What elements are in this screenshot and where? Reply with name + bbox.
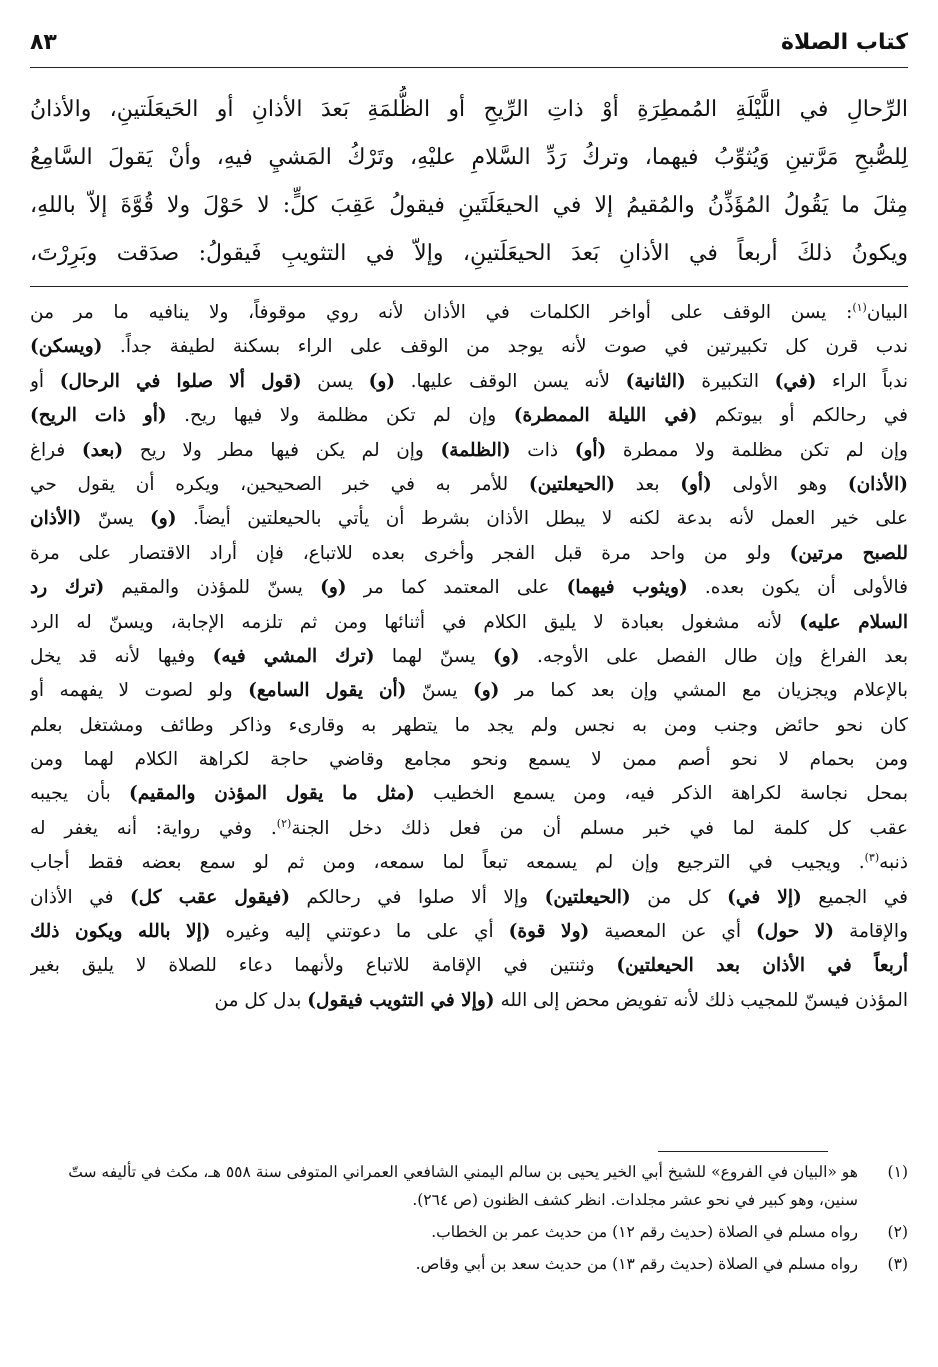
quoted-text: (إلا بالله ويكون ذلك: [30, 921, 211, 943]
quoted-text: (أو ذات الريح): [30, 405, 167, 427]
commentary-text: ندباً الراء: [816, 370, 908, 392]
footnote-number: (١): [887, 1163, 908, 1181]
quoted-text: (ترك رد: [30, 577, 105, 599]
quoted-text: (فيقول عقب كل): [130, 886, 290, 908]
quoted-text: (إلا في): [727, 886, 802, 908]
quoted-text: للصبح مرتين): [789, 542, 908, 564]
commentary-text: وإن لم يكن فيها مطر ولا ريح: [123, 439, 441, 461]
footnote-ref[interactable]: (٢): [276, 816, 292, 830]
commentary-line: [30, 468, 908, 502]
quoted-text: (ولا قوة): [508, 921, 590, 943]
quoted-text: (أن يقول السامع): [248, 680, 407, 702]
main-text-line: الرِّحالِ في اللَّيْلَةِ المُمطِرَةِ أوْ ذاتِ الرِّيحِ أو الظُّلمَةِ بَعدَ الأذانِ أو الحَيعَلَتينِ، والأذانُ: [30, 97, 908, 122]
commentary-text: يسن: [301, 370, 369, 392]
commentary-line: [30, 881, 908, 915]
commentary-text: وفيها لأنه قد يخل: [30, 645, 213, 667]
commentary-text: بعد: [615, 473, 681, 495]
commentary-line: [30, 640, 908, 674]
footnote-text: رواه مسلم في الصلاة (حديث رقم ١٢) من حديث عمر بن الخطاب.: [431, 1223, 858, 1241]
main-text: [30, 86, 908, 282]
commentary-line: [30, 434, 908, 468]
quoted-text: (مثل ما يقول المؤذن والمقيم): [129, 783, 415, 805]
commentary-text: كل من: [630, 886, 728, 908]
commentary-text: عقب كل كلمة لما في خبر مسلم أن من فعل ذلك دخل الجنة: [291, 817, 908, 839]
footnote-text: رواه مسلم في الصلاة (حديث رقم ١٣) من حديث سعد بن أبي وقاص.: [415, 1255, 858, 1273]
commentary-text: ندب قرن كل تكبيرتين في صوت لأنه يوجد من الوقف على الراء بسكنة لطيفة جداً.: [102, 336, 908, 358]
page-number: ٨٣: [30, 29, 57, 55]
commentary-line: [30, 571, 908, 605]
commentary-line: [30, 399, 908, 433]
quoted-text: (و): [150, 508, 177, 530]
quoted-text: (و): [320, 577, 347, 599]
commentary-text: ومن بحمام لا نحو أصم ممن لا يسمع ونحو مجامع وقاضي حاجة لكراهة الكلام لهما ومن: [30, 749, 908, 771]
commentary-text: . ويجيب في الترجيع وإن لم يسمعه تبعاً لما سمعه، ومن ثم لو سمع بعضه فقط أجاب: [30, 852, 865, 874]
commentary-text: يسنّ لهما: [374, 645, 494, 667]
header-rule: [30, 67, 908, 68]
commentary-text: ولو لصوت لا يفهمه أو: [30, 680, 249, 702]
commentary-text: . وفي رواية: أنه يغفر له: [30, 817, 277, 839]
quoted-text: (الحيعلتين): [544, 886, 631, 908]
footnote-text: هو «البيان في الفروع» للشيخ أبي الخير يحيى بن سالم اليمني الشافعي العمراني المتوفى سنة ٥٥٨ هـ، مكث في تأليفه ستّ سنين، وهو كبير في نحو عشر مجلدات. انظر كشف الظنون (ص ٢٦٤).: [68, 1163, 858, 1209]
quoted-text: السلام عليه): [799, 611, 908, 633]
commentary-line: [30, 606, 908, 640]
commentary-text: وثنتين في الإقامة للاتباع ولأنهما دعاء للصلاة لا يليق بغير: [30, 955, 617, 977]
footnote-divider: [658, 1151, 828, 1152]
commentary-text: : يسن الوقف على أواخر الكلمات في الأذان لأنه روي موقوفاً، ولا ينافيه ما مر من: [30, 302, 853, 323]
quoted-text: (ويثوب فيهما): [566, 577, 688, 599]
chapter-title: كتاب الصلاة: [781, 29, 908, 55]
footnote-number: (٣): [887, 1255, 908, 1273]
commentary-text: على خير العمل لأنه بدعة لكنه لا يبطل الأذان بشرط أن يأتي بالحيعلتين أيضاً.: [176, 508, 908, 530]
commentary-text: ذات: [510, 439, 575, 461]
commentary-text: أي عن المعصية: [589, 921, 756, 943]
footnotes: [30, 1158, 908, 1282]
commentary-text: وهو الأولى: [711, 473, 848, 495]
commentary-text: وإن لم تكن مظلمة ولا فيها ريح.: [166, 405, 514, 427]
commentary-line: [30, 330, 908, 364]
commentary-text: على المعتمد كما مر: [346, 577, 567, 599]
footnote: [30, 1158, 908, 1214]
commentary-text: للأمر به في خبر الصحيحين، ويكره أن يقول حي: [30, 473, 529, 495]
quoted-text: (أو): [574, 439, 607, 461]
commentary-line: [30, 709, 908, 743]
commentary-text: بدل كل من: [214, 989, 308, 1011]
main-text-line: لِلصُّبحِ مَرَّتينِ وَيُثوِّبُ فيهما، وتركُ رَدِّ السَّلامِ عليْهِ، وتَرْكُ المَشيِ فيهِ، وأنْ يَقولَ السَّامِعُ: [30, 145, 908, 170]
commentary-line: [30, 812, 908, 846]
commentary-text: المؤذن فيسنّ للمجيب ذلك لأنه تفويض محض إلى الله: [494, 989, 908, 1011]
main-text-line: مِثلَ ما يَقُولُ المُؤَذِّنُ والمُقيمُ إلا في الحيعَلَتَينِ فيقولُ عَقِبَ كلٍّ: لا حَوْلَ ولا قُوَّةَ إلاّ باللهِ،: [30, 193, 908, 218]
quoted-text: (الظلمة): [440, 439, 511, 461]
quoted-text: (ويسكن): [30, 336, 103, 358]
commentary-line: [30, 915, 908, 949]
commentary-text: كان نحو حائض وجنب ومن به نجس ولم يجد ما يتطهر به وقارىء وذاكر وطائف ومشتغل بعلم: [30, 714, 908, 736]
quoted-text: (الحيعلتين): [528, 473, 615, 495]
page-header: [30, 22, 908, 62]
commentary-text: في الأذان: [30, 886, 131, 908]
commentary-text: البيان: [866, 302, 908, 323]
quoted-text: أربعاً في الأذان بعد الحيعلتين): [616, 955, 908, 977]
commentary-line: [30, 674, 908, 708]
quoted-text: (و): [472, 680, 500, 702]
quoted-text: (و): [493, 645, 520, 667]
commentary-text: يسنّ: [81, 508, 151, 530]
footnote-ref[interactable]: (١): [852, 300, 867, 314]
commentary-text: بالإعلام ويجزيان مع المشي وإن بعد كما مر: [499, 680, 908, 702]
quoted-text: (قول ألا صلوا في الرحال): [59, 370, 302, 392]
commentary-text: يسنّ للمؤذن والمقيم: [104, 577, 321, 599]
quoted-text: (الأذان): [847, 473, 908, 495]
commentary-text: بأن يجيبه: [30, 783, 130, 805]
footnote: [30, 1250, 908, 1278]
quoted-text: (وإلا في التثويب فيقول): [307, 989, 495, 1011]
commentary-text: أو: [30, 370, 60, 392]
quoted-text: (بعد): [81, 439, 124, 461]
commentary-text: والإقامة: [834, 921, 908, 943]
quoted-text: (الثانية): [625, 370, 686, 392]
footnote-ref[interactable]: (٣): [864, 851, 880, 865]
commentary-line: [30, 846, 908, 880]
commentary-text: التكبيرة: [685, 370, 775, 392]
commentary-text: وإلا ألا صلوا في رحالكم: [289, 886, 545, 908]
commentary-text: لأنه مشغول بعبادة لا يليق الكلام في أثنائها ومن ثم تلزمه الإجابة، ويسنّ له الرد: [30, 611, 800, 633]
quoted-text: (في الليلة الممطرة): [513, 405, 698, 427]
commentary-line: [30, 502, 908, 536]
commentary-text: ولو من واحد مرة قبل الفجر وأخرى بعده للاتباع، فإن أراد الاقتصار على مرة: [30, 542, 790, 564]
commentary-line: [30, 949, 908, 983]
footnote-number: (٢): [887, 1223, 908, 1241]
footnote: [30, 1218, 908, 1246]
commentary-text: في الجميع: [801, 886, 908, 908]
commentary-text: بعد الفراغ وإن طال الفصل على الأوجه.: [519, 645, 908, 667]
commentary-text: فراغ: [30, 439, 82, 461]
quoted-text: (ترك المشي فيه): [212, 645, 375, 667]
quoted-text: (الأذان: [30, 508, 82, 530]
commentary-divider: [30, 286, 908, 287]
commentary-line: [30, 365, 908, 399]
commentary-line: [30, 537, 908, 571]
commentary-line: [30, 777, 908, 811]
commentary-text: بمحل نجاسة لكراهة الذكر فيه، ومن يسمع الخطيب: [414, 783, 908, 805]
commentary-text: ذنبه: [879, 852, 908, 874]
commentary-text: أي على ما دعوتني إليه وغيره: [210, 921, 509, 943]
quoted-text: (في): [774, 370, 817, 392]
commentary: [30, 296, 908, 1018]
quoted-text: (لا حول): [756, 921, 835, 943]
commentary-text: وإن لم تكن مظلمة ولا ممطرة: [606, 439, 908, 461]
commentary-text: فالأولى أن يكون بعده.: [687, 577, 908, 599]
commentary-line: [30, 296, 908, 330]
quoted-text: (أو): [680, 473, 712, 495]
quoted-text: (و): [368, 370, 396, 392]
commentary-line: [30, 743, 908, 777]
commentary-line: [30, 984, 908, 1018]
main-text-line: ويكونُ ذلكَ أربعاً في الأذانِ بَعدَ الحيعَلَتينِ، وإلاّ في التثويبِ فَيقولُ: صدَقت وبَرِرْتَ،: [30, 241, 908, 266]
commentary-text: يسنّ: [406, 680, 473, 702]
commentary-text: لأنه يسن الوقف عليها.: [395, 370, 626, 392]
commentary-text: في رحالكم أو بيوتكم: [697, 405, 908, 427]
